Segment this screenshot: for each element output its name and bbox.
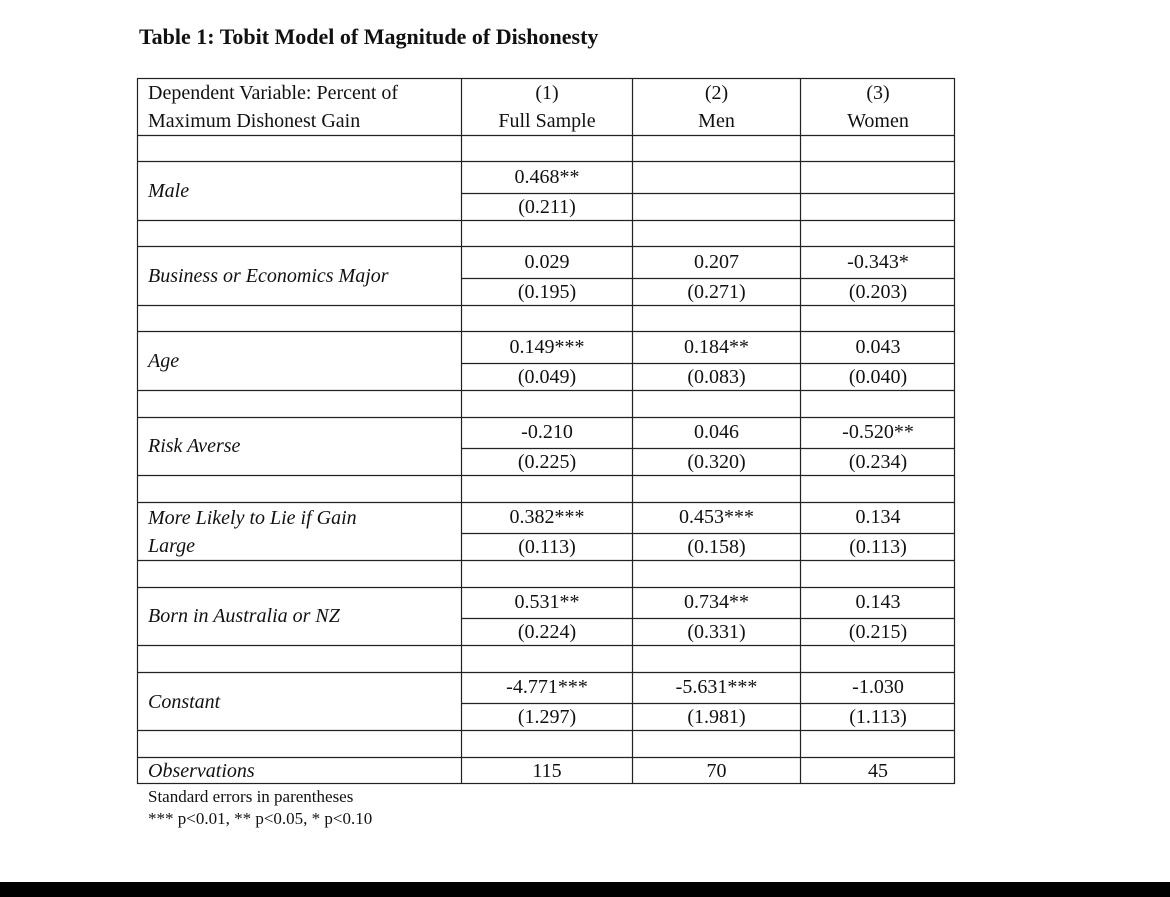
se-cell: (0.049) xyxy=(517,366,577,388)
row-label-risk-averse: Risk Averse xyxy=(148,435,241,457)
bottom-black-bar xyxy=(0,882,1170,897)
row-label-observations: Observations xyxy=(148,760,255,782)
column-number-3: (3) xyxy=(866,82,890,104)
row-label-constant: Constant xyxy=(148,691,221,713)
coef-cell: 0.382*** xyxy=(509,506,585,528)
column-number-1: (1) xyxy=(535,82,559,104)
se-cell: (1.981) xyxy=(687,706,746,728)
table-note-standard-errors: Standard errors in parentheses xyxy=(148,787,354,806)
row-label-more-likely-to-lie-line1: More Likely to Lie if Gain xyxy=(148,507,357,529)
column-number-2: (2) xyxy=(704,82,729,104)
coef-cell: 0.734** xyxy=(684,591,749,613)
table-title: Table 1: Tobit Model of Magnitude of Dishonesty xyxy=(139,24,599,49)
coef-cell: 0.184** xyxy=(684,336,749,358)
coef-cell: -0.343* xyxy=(847,251,909,273)
se-cell: (0.113) xyxy=(849,536,907,558)
coef-cell: 0.134 xyxy=(855,506,901,528)
dependent-variable-label-line1: Dependent Variable: Percent of xyxy=(148,82,399,104)
coef-cell: -0.210 xyxy=(521,421,573,443)
column-header-full-sample: Full Sample xyxy=(498,110,596,132)
coef-cell: 0.453*** xyxy=(679,506,754,528)
coef-cell: 0.207 xyxy=(694,251,739,273)
table-note-significance: *** p<0.01, ** p<0.05, * p<0.10 xyxy=(148,809,373,828)
se-cell: (0.040) xyxy=(848,366,908,388)
coef-cell: 0.043 xyxy=(855,336,901,358)
se-cell: (1.113) xyxy=(849,706,907,728)
coef-cell: 0.046 xyxy=(694,421,739,443)
se-cell: (0.331) xyxy=(687,621,746,643)
observations-men: 70 xyxy=(706,760,727,782)
column-header-women: Women xyxy=(847,110,909,132)
row-label-business-economics: Business or Economics Major xyxy=(148,265,389,287)
row-label-born-australia-nz: Born in Australia or NZ xyxy=(148,605,340,627)
se-cell: (0.158) xyxy=(687,536,746,558)
observations-women: 45 xyxy=(868,760,888,782)
se-cell: (0.195) xyxy=(517,281,577,303)
row-label-male: Male xyxy=(148,180,190,202)
se-cell: (0.083) xyxy=(687,366,746,388)
coef-cell: -1.030 xyxy=(852,676,904,698)
se-cell: (0.113) xyxy=(518,536,576,558)
coef-cell: 0.531** xyxy=(514,591,580,613)
se-cell: (0.211) xyxy=(518,196,576,218)
se-cell: (0.203) xyxy=(848,281,908,303)
coef-cell: -5.631*** xyxy=(675,676,758,698)
se-cell: (0.225) xyxy=(517,451,577,473)
se-cell: (0.215) xyxy=(848,621,908,643)
se-cell: (0.224) xyxy=(517,621,577,643)
observations-full-sample: 115 xyxy=(532,760,562,782)
row-label-more-likely-to-lie-line2: Large xyxy=(148,535,196,557)
coef-cell: -4.771*** xyxy=(506,676,588,698)
column-header-men: Men xyxy=(698,110,735,132)
coef-cell: 0.029 xyxy=(524,251,570,273)
row-label-age: Age xyxy=(148,350,180,372)
coef-cell: 0.149*** xyxy=(509,336,585,358)
se-cell: (0.320) xyxy=(687,451,746,473)
se-cell: (1.297) xyxy=(517,706,577,728)
coef-cell: 0.143 xyxy=(855,591,901,613)
coef-cell: -0.520** xyxy=(842,421,914,443)
se-cell: (0.234) xyxy=(848,451,908,473)
se-cell: (0.271) xyxy=(687,281,746,303)
dependent-variable-label-line2: Maximum Dishonest Gain xyxy=(148,110,361,132)
coef-cell: 0.468** xyxy=(514,166,580,188)
